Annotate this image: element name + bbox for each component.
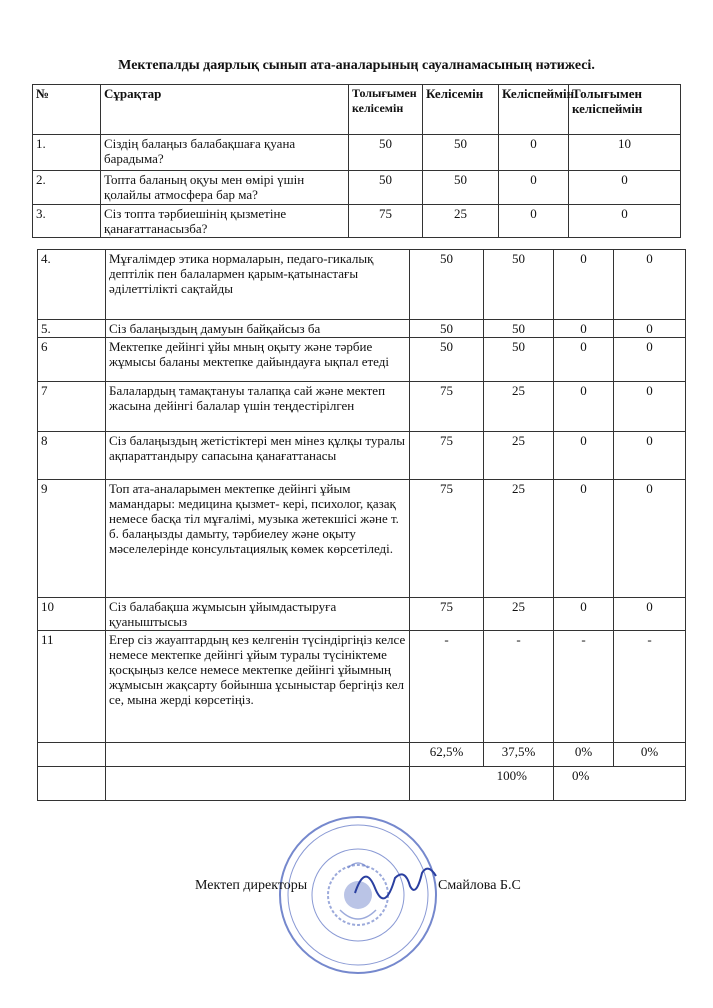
row-number: 10 bbox=[38, 598, 106, 631]
row-disagree: 0 bbox=[554, 480, 614, 598]
table-row bbox=[33, 135, 681, 171]
row-disagree: 0 bbox=[499, 135, 569, 171]
table-row bbox=[38, 320, 686, 338]
summary-disagree: 0% bbox=[554, 767, 686, 801]
row-agree: 50 bbox=[484, 320, 554, 338]
table-row bbox=[33, 205, 681, 238]
row-fully-disagree: 0 bbox=[614, 382, 686, 432]
row-disagree: 0 bbox=[554, 338, 614, 382]
row-fully-disagree: - bbox=[614, 631, 686, 743]
row-disagree: 0 bbox=[554, 320, 614, 338]
row-number: 1. bbox=[33, 135, 101, 171]
row-agree: 25 bbox=[423, 205, 499, 238]
row-question: Топта баланың оқуы мен өмірі үшін қолайлы атмосфера бар ма? bbox=[101, 171, 349, 205]
header-row bbox=[33, 85, 681, 135]
summary-agree: 100% bbox=[410, 767, 554, 801]
row-disagree: 0 bbox=[554, 250, 614, 320]
header-num: № bbox=[33, 85, 101, 135]
total-fully-disagree: 0% bbox=[614, 743, 686, 767]
row-fully-agree: - bbox=[410, 631, 484, 743]
row-fully-disagree: 0 bbox=[614, 338, 686, 382]
table-row bbox=[38, 631, 686, 743]
row-disagree: - bbox=[554, 631, 614, 743]
row-agree: 25 bbox=[484, 480, 554, 598]
header-disagree: Келіспеймін bbox=[499, 85, 569, 135]
director-signature bbox=[350, 858, 440, 903]
total-disagree: 0% bbox=[554, 743, 614, 767]
table-row bbox=[38, 382, 686, 432]
table-row bbox=[38, 250, 686, 320]
summary-row bbox=[38, 767, 686, 801]
row-number: 11 bbox=[38, 631, 106, 743]
table-row bbox=[38, 480, 686, 598]
row-number: 8 bbox=[38, 432, 106, 480]
row-fully-agree: 50 bbox=[349, 135, 423, 171]
row-question: Сіз топта тәрбиешінің қызметіне қанағаттанасызба? bbox=[101, 205, 349, 238]
row-fully-agree: 50 bbox=[410, 320, 484, 338]
row-agree: 50 bbox=[423, 171, 499, 205]
table-row bbox=[33, 171, 681, 205]
row-fully-agree: 75 bbox=[410, 598, 484, 631]
row-question: Сіз балабақша жұмысын ұйымдастыруға қуаныштысыз bbox=[106, 598, 410, 631]
total-fully-agree: 62,5% bbox=[410, 743, 484, 767]
row-fully-disagree: 0 bbox=[614, 320, 686, 338]
row-fully-disagree: 10 bbox=[569, 135, 681, 171]
row-number: 2. bbox=[33, 171, 101, 205]
row-number: 5. bbox=[38, 320, 106, 338]
row-number: 9 bbox=[38, 480, 106, 598]
director-label: Мектеп директоры bbox=[195, 878, 308, 893]
row-question: Топ ата-аналарымен мектепке дейінгі ұйым мамандары: медицина қызмет- кері, психолог, қазақ немесе басқа тіл мұғалімі, музыка жетекшісі жәнe т. б. балаңызды дамыту, тәрбиелеу жәнe оқыту мәселелерінде консультациялық көмек көрсетіледі. bbox=[106, 480, 410, 598]
row-disagree: 0 bbox=[499, 171, 569, 205]
totals-row bbox=[38, 743, 686, 767]
row-question: Мектепке дейінгі ұйы мның оқыту жәнe тәрбие жұмысы баланы мектепке дайындауға ықпал етеді bbox=[106, 338, 410, 382]
row-agree: - bbox=[484, 631, 554, 743]
table-row bbox=[38, 338, 686, 382]
row-fully-agree: 50 bbox=[349, 171, 423, 205]
row-number: 6 bbox=[38, 338, 106, 382]
row-fully-agree: 75 bbox=[349, 205, 423, 238]
row-question: Сіздің балаңыз балабақшаға қуана барадыма? bbox=[101, 135, 349, 171]
row-question: Сіз балаңыздың дамуын байқайсыз ба bbox=[106, 320, 410, 338]
row-disagree: 0 bbox=[554, 432, 614, 480]
row-question: Сіз балаңыздың жетістіктері мен мінез құлқы туралы ақпараттандыру сапасына қанағаттанасы bbox=[106, 432, 410, 480]
director-name: Смайлова Б.С bbox=[438, 878, 521, 893]
row-question: Егер сіз жауаптардың кез келгенін түсіндіргіңіз келсе немесе мектепке дейінгі ұйым туралы түсініктеме қосқыңыз келсе немесе мектепке дейінгі ұйымның жұмысын жақсарту бойынша ұсыныстар бергіңіз кел се, мына жерді көрсетіңіз. bbox=[106, 631, 410, 743]
row-fully-agree: 75 bbox=[410, 382, 484, 432]
row-agree: 50 bbox=[423, 135, 499, 171]
header-agree: Келісемін bbox=[423, 85, 499, 135]
table-row bbox=[38, 432, 686, 480]
row-fully-disagree: 0 bbox=[569, 205, 681, 238]
row-question: Балалардың тамақтануы талапқа сай жәнe мектеп жасына дейінгі балалар үшін теңдестірілген bbox=[106, 382, 410, 432]
table-row bbox=[38, 598, 686, 631]
survey-table-body bbox=[37, 249, 686, 801]
page-title: Мектепалды даярлық сынып ата-аналарының сауалнамасының нәтижесі. bbox=[118, 58, 595, 73]
row-fully-disagree: 0 bbox=[569, 171, 681, 205]
header-fully-agree: Толығымен келісемін bbox=[349, 85, 423, 135]
row-fully-disagree: 0 bbox=[614, 598, 686, 631]
row-disagree: 0 bbox=[554, 382, 614, 432]
row-agree: 25 bbox=[484, 432, 554, 480]
survey-table-header bbox=[32, 84, 681, 238]
row-fully-agree: 50 bbox=[410, 338, 484, 382]
row-agree: 25 bbox=[484, 382, 554, 432]
row-number: 4. bbox=[38, 250, 106, 320]
row-number: 7 bbox=[38, 382, 106, 432]
row-disagree: 0 bbox=[554, 598, 614, 631]
total-agree: 37,5% bbox=[484, 743, 554, 767]
row-fully-disagree: 0 bbox=[614, 480, 686, 598]
row-number: 3. bbox=[33, 205, 101, 238]
row-fully-disagree: 0 bbox=[614, 432, 686, 480]
row-fully-agree: 50 bbox=[410, 250, 484, 320]
header-fully-disagree: Толығымен келіспеймін bbox=[569, 85, 681, 135]
row-fully-agree: 75 bbox=[410, 480, 484, 598]
row-fully-disagree: 0 bbox=[614, 250, 686, 320]
row-question: Мұғалімдер этика нормаларын, педаго-гикалық дептілік пен балалармен қарым-қатынастағы әділеттілікті сақтайды bbox=[106, 250, 410, 320]
header-question: Сұрақтар bbox=[101, 85, 349, 135]
row-agree: 50 bbox=[484, 338, 554, 382]
row-agree: 50 bbox=[484, 250, 554, 320]
row-disagree: 0 bbox=[499, 205, 569, 238]
row-agree: 25 bbox=[484, 598, 554, 631]
row-fully-agree: 75 bbox=[410, 432, 484, 480]
